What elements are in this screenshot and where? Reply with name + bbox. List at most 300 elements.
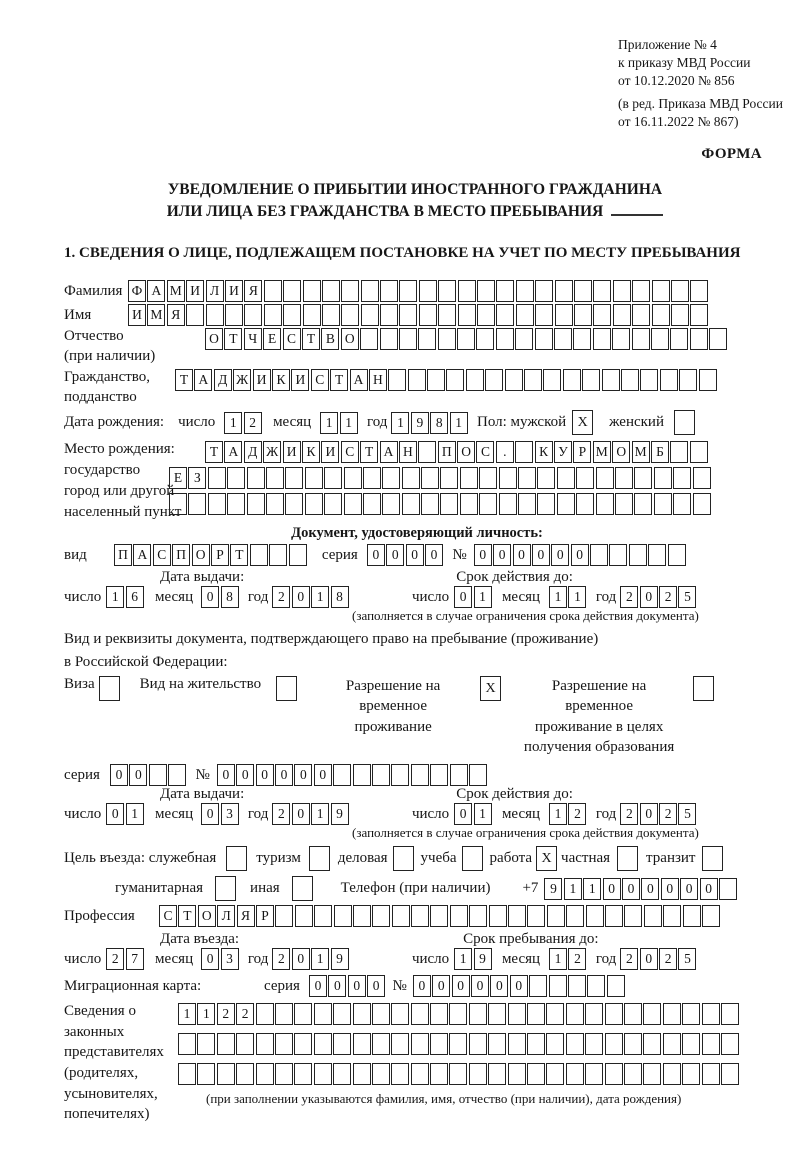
char-box: [333, 1033, 351, 1055]
char-box: 2: [217, 1003, 235, 1025]
char-box: [305, 467, 323, 489]
char-box: [361, 280, 379, 302]
char-box: [411, 905, 429, 927]
char-box: 2: [620, 948, 638, 970]
char-box: [458, 304, 476, 326]
char-box: 0: [571, 544, 589, 566]
char-box: 0: [292, 803, 310, 825]
form-label: ФОРМА: [701, 146, 762, 162]
char-box: [518, 493, 536, 515]
char-box: 0: [406, 544, 424, 566]
char-box: Д: [214, 369, 232, 391]
char-box: [585, 1003, 603, 1025]
year-label: год: [595, 950, 617, 967]
char-box: 0: [432, 975, 450, 997]
month-label: месяц: [155, 950, 194, 967]
char-box: [505, 369, 523, 391]
temp-residence-edu-label: Разрешение на временное проживание в целях получения образования: [523, 678, 675, 755]
char-box: 0: [640, 948, 658, 970]
char-box: [477, 304, 495, 326]
month-label: месяц: [273, 414, 312, 430]
char-box: 0: [661, 878, 679, 900]
char-box: [670, 441, 688, 463]
char-box: [508, 1033, 526, 1055]
char-box: [344, 467, 362, 489]
char-box: 0: [490, 975, 508, 997]
char-box: [632, 280, 650, 302]
char-box: [303, 304, 321, 326]
char-box: [225, 304, 243, 326]
char-box: [555, 304, 573, 326]
residence-permit-checkbox: [276, 676, 297, 701]
char-box: [613, 304, 631, 326]
char-box: 6: [126, 586, 144, 608]
char-box: [217, 1033, 235, 1055]
char-box: С: [159, 905, 177, 927]
char-box: С: [283, 328, 301, 350]
char-box: 0: [236, 764, 254, 786]
char-box: 2: [620, 586, 638, 608]
char-box: М: [167, 280, 185, 302]
char-box: 0: [641, 878, 659, 900]
char-box: [654, 467, 672, 489]
char-box: [593, 328, 611, 350]
char-box: 0: [700, 878, 718, 900]
id-expiry-day-cells: [454, 586, 493, 608]
char-box: [294, 1063, 312, 1085]
char-box: 1: [320, 412, 338, 434]
char-box: [543, 369, 561, 391]
char-box: [266, 493, 284, 515]
char-box: Т: [360, 441, 378, 463]
char-box: 2: [659, 586, 677, 608]
char-box: [624, 1033, 642, 1055]
char-box: Т: [302, 328, 320, 350]
char-box: П: [172, 544, 190, 566]
year-label: год: [595, 588, 617, 605]
char-box: [450, 905, 468, 927]
char-box: Ж: [263, 441, 281, 463]
char-box: 1: [450, 412, 468, 434]
id-expiry-year-cells: [620, 586, 698, 608]
form-title-line1: УВЕДОМЛЕНИЕ О ПРИБЫТИИ ИНОСТРАННОГО ГРАЖДАНИНА: [167, 181, 663, 198]
surname-row: [64, 280, 800, 302]
char-box: [227, 467, 245, 489]
char-box: [469, 764, 487, 786]
char-box: [372, 1033, 390, 1055]
char-box: [524, 369, 542, 391]
birth-year-cells: [391, 412, 469, 434]
given-name-label: Имя: [64, 306, 92, 323]
char-box: [518, 467, 536, 489]
char-box: [566, 1003, 584, 1025]
char-box: [596, 493, 614, 515]
char-box: [440, 467, 458, 489]
char-box: [527, 1063, 545, 1085]
char-box: С: [311, 369, 329, 391]
char-box: [527, 1003, 545, 1025]
month-label: месяц: [155, 805, 194, 822]
section1-heading: 1. СВЕДЕНИЯ О ЛИЦЕ, ПОДЛЕЖАЩЕМ ПОСТАНОВКЕ НА УЧЕТ ПО МЕСТУ ПРЕБЫВАНИЯ: [64, 245, 741, 261]
char-box: И: [186, 280, 204, 302]
series-label: серия: [64, 766, 100, 783]
char-box: [643, 1063, 661, 1085]
char-box: [250, 544, 268, 566]
char-box: Н: [399, 441, 417, 463]
number-label: №: [195, 766, 210, 783]
char-box: С: [153, 544, 171, 566]
char-box: А: [147, 280, 165, 302]
char-box: О: [612, 441, 630, 463]
year-label: год: [247, 950, 269, 967]
char-box: У: [554, 441, 572, 463]
char-box: [605, 905, 623, 927]
char-box: [690, 280, 708, 302]
permit-expiry-year-cells: [620, 803, 698, 825]
char-box: [391, 1063, 409, 1085]
char-box: [353, 905, 371, 927]
char-box: 0: [110, 764, 128, 786]
char-box: [479, 493, 497, 515]
sex-female-label: женский: [609, 414, 664, 430]
char-box: 9: [544, 878, 562, 900]
char-box: [380, 304, 398, 326]
doc-type-label: вид: [64, 546, 87, 563]
char-box: [399, 304, 417, 326]
birth-day-cells: [224, 412, 263, 434]
char-box: 8: [221, 586, 239, 608]
char-box: [449, 1063, 467, 1085]
char-box: [515, 441, 533, 463]
char-box: [515, 328, 533, 350]
char-box: 3: [221, 803, 239, 825]
char-box: Б: [651, 441, 669, 463]
char-box: [303, 280, 321, 302]
char-box: [554, 328, 572, 350]
entry-day-cells: [106, 948, 145, 970]
char-box: Л: [206, 280, 224, 302]
id-doc-row: [64, 544, 800, 566]
char-box: [469, 1063, 487, 1085]
char-box: [690, 304, 708, 326]
number-label: №: [452, 546, 467, 563]
char-box: [546, 1033, 564, 1055]
char-box: 1: [311, 948, 329, 970]
char-box: [402, 493, 420, 515]
birth-place-label: Место рождения: государство город или другой населенный пункт: [64, 441, 182, 520]
char-box: 1: [549, 586, 567, 608]
study-label: учеба: [420, 850, 457, 866]
char-box: [679, 369, 697, 391]
char-box: [537, 467, 555, 489]
char-box: [149, 764, 167, 786]
permit-issue-day-cells: [106, 803, 145, 825]
char-box: 3: [221, 948, 239, 970]
char-box: [264, 280, 282, 302]
char-box: [499, 467, 517, 489]
migration-card-label: Миграционная карта:: [64, 977, 202, 994]
birth-place-line1-cells: [205, 441, 712, 463]
char-box: [602, 369, 620, 391]
char-box: [651, 328, 669, 350]
purpose-official-checkbox: [226, 846, 247, 871]
char-box: [644, 905, 662, 927]
char-box: [563, 369, 581, 391]
char-box: [547, 905, 565, 927]
char-box: [607, 975, 625, 997]
char-box: [236, 1033, 254, 1055]
char-box: 0: [551, 544, 569, 566]
char-box: 9: [474, 948, 492, 970]
char-box: [382, 493, 400, 515]
char-box: [516, 280, 534, 302]
char-box: 0: [454, 586, 472, 608]
temp-residence-checkbox: X: [480, 676, 501, 701]
char-box: 0: [275, 764, 293, 786]
char-box: [576, 467, 594, 489]
char-box: И: [283, 441, 301, 463]
char-box: [485, 369, 503, 391]
char-box: [605, 1033, 623, 1055]
char-box: [314, 1063, 332, 1085]
char-box: 2: [659, 803, 677, 825]
char-box: 0: [513, 544, 531, 566]
char-box: [295, 905, 313, 927]
char-box: [702, 1003, 720, 1025]
entry-date-label: Дата въезда:: [160, 931, 240, 947]
appendix-note: [618, 36, 783, 131]
char-box: [256, 1003, 274, 1025]
char-box: [275, 1033, 293, 1055]
char-box: [683, 905, 701, 927]
temp-residence-edu-checkbox: [693, 676, 714, 701]
char-box: [380, 328, 398, 350]
char-box: 1: [340, 412, 358, 434]
char-box: [477, 280, 495, 302]
char-box: 2: [568, 948, 586, 970]
char-box: [648, 544, 666, 566]
char-box: [476, 328, 494, 350]
char-box: [244, 304, 262, 326]
char-box: 1: [583, 878, 601, 900]
day-label: число: [411, 588, 450, 605]
char-box: [208, 467, 226, 489]
char-box: [227, 493, 245, 515]
char-box: [438, 328, 456, 350]
representatives-line1-cells: [178, 1003, 740, 1025]
char-box: [411, 1033, 429, 1055]
char-box: [450, 764, 468, 786]
char-box: 1: [549, 803, 567, 825]
char-box: [609, 544, 627, 566]
char-box: [446, 369, 464, 391]
char-box: И: [225, 280, 243, 302]
char-box: [460, 467, 478, 489]
char-box: [590, 544, 608, 566]
char-box: [266, 467, 284, 489]
entry-month-cells: [201, 948, 240, 970]
char-box: [574, 280, 592, 302]
char-box: [469, 905, 487, 927]
char-box: О: [192, 544, 210, 566]
char-box: [360, 328, 378, 350]
char-box: 1: [197, 1003, 215, 1025]
char-box: 9: [331, 948, 349, 970]
char-box: Ж: [233, 369, 251, 391]
representatives-line2-cells: [178, 1033, 740, 1055]
appendix-line: от 16.11.2022 № 867): [618, 114, 739, 130]
char-box: К: [535, 441, 553, 463]
char-box: [586, 905, 604, 927]
char-box: 2: [272, 948, 290, 970]
char-box: [612, 328, 630, 350]
migration-card-number-cells: [413, 975, 626, 997]
char-box: [702, 1033, 720, 1055]
purpose-humanitarian-checkbox: [215, 876, 236, 901]
entry-purpose-row: [64, 846, 800, 871]
char-box: [333, 1063, 351, 1085]
char-box: [654, 493, 672, 515]
char-box: 1: [178, 1003, 196, 1025]
char-box: 0: [493, 544, 511, 566]
blank-underline: [611, 201, 663, 216]
char-box: [605, 1063, 623, 1085]
char-box: [466, 369, 484, 391]
stay-until-day-cells: [454, 948, 493, 970]
char-box: М: [147, 304, 165, 326]
patronymic-row: [64, 326, 800, 367]
birth-place-block: [64, 439, 800, 523]
char-box: О: [457, 441, 475, 463]
char-box: [372, 764, 390, 786]
profession-row: [64, 905, 800, 927]
char-box: [671, 304, 689, 326]
transit-label: транзит: [646, 850, 696, 866]
representatives-cells-col: [178, 1001, 740, 1107]
char-box: [673, 493, 691, 515]
char-box: 0: [314, 764, 332, 786]
char-box: [682, 1063, 700, 1085]
sex-female-checkbox: [674, 410, 695, 435]
char-box: [668, 544, 686, 566]
patronymic-label: Отчество (при наличии): [64, 328, 156, 365]
char-box: [702, 1063, 720, 1085]
representatives-note: (при заполнении указываются фамилия, имя, отчество (при наличии), дата рождения): [206, 1091, 682, 1106]
char-box: Т: [224, 328, 242, 350]
char-box: 1: [568, 586, 586, 608]
char-box: [693, 493, 711, 515]
appendix-line: от 10.12.2020 № 856: [618, 73, 735, 89]
birth-place-line3-cells: [169, 493, 712, 515]
char-box: А: [194, 369, 212, 391]
birth-date-row: [64, 410, 800, 435]
char-box: 0: [294, 764, 312, 786]
char-box: П: [114, 544, 132, 566]
char-box: [663, 905, 681, 927]
char-box: 0: [413, 975, 431, 997]
char-box: [643, 1033, 661, 1055]
char-box: [411, 764, 429, 786]
char-box: Р: [573, 441, 591, 463]
year-label: год: [366, 414, 388, 430]
char-box: [693, 467, 711, 489]
char-box: [353, 1063, 371, 1085]
char-box: [418, 328, 436, 350]
form-title: [60, 179, 770, 224]
char-box: С: [476, 441, 494, 463]
char-box: [632, 304, 650, 326]
permit-issue-month-cells: [201, 803, 240, 825]
char-box: [488, 1063, 506, 1085]
char-box: [549, 975, 567, 997]
id-doc-type-cells: [114, 544, 308, 566]
char-box: [256, 1033, 274, 1055]
char-box: [324, 467, 342, 489]
char-box: [508, 1003, 526, 1025]
char-box: Н: [369, 369, 387, 391]
entry-dates-row: [64, 948, 800, 970]
char-box: Р: [211, 544, 229, 566]
char-box: 0: [622, 878, 640, 900]
char-box: [256, 1063, 274, 1085]
work-label: работа: [489, 850, 533, 866]
char-box: Т: [230, 544, 248, 566]
char-box: А: [224, 441, 242, 463]
char-box: [529, 975, 547, 997]
char-box: 0: [532, 544, 550, 566]
char-box: 9: [411, 412, 429, 434]
char-box: [546, 1063, 564, 1085]
char-box: [663, 1003, 681, 1025]
private-label: частная: [561, 850, 611, 866]
char-box: [527, 1033, 545, 1055]
char-box: [624, 905, 642, 927]
char-box: 2: [568, 803, 586, 825]
char-box: 0: [328, 975, 346, 997]
char-box: [488, 1003, 506, 1025]
char-box: И: [321, 441, 339, 463]
char-box: 9: [331, 803, 349, 825]
stay-until-label: Срок пребывания до:: [463, 931, 599, 947]
char-box: [275, 1003, 293, 1025]
migration-card-series-cells: [309, 975, 387, 997]
char-box: [388, 369, 406, 391]
char-box: Я: [167, 304, 185, 326]
char-box: [421, 493, 439, 515]
humanitarian-label: гуманитарная: [115, 880, 204, 896]
char-box: [188, 493, 206, 515]
char-box: [593, 280, 611, 302]
char-box: [283, 280, 301, 302]
citizenship-cells: [175, 369, 718, 391]
char-box: [566, 1063, 584, 1085]
id-doc-date-headers: [160, 569, 800, 586]
char-box: З: [188, 467, 206, 489]
char-box: [587, 975, 605, 997]
phone-cells: [544, 878, 738, 900]
char-box: А: [350, 369, 368, 391]
char-box: [721, 1063, 739, 1085]
char-box: [206, 304, 224, 326]
char-box: [380, 280, 398, 302]
char-box: [566, 905, 584, 927]
migration-card-row: [64, 975, 800, 997]
representatives-label: Сведения о законных представителях (родителях, усыновителях, попечителях): [64, 1003, 164, 1123]
char-box: [382, 467, 400, 489]
char-box: О: [198, 905, 216, 927]
char-box: [629, 544, 647, 566]
char-box: [615, 467, 633, 489]
